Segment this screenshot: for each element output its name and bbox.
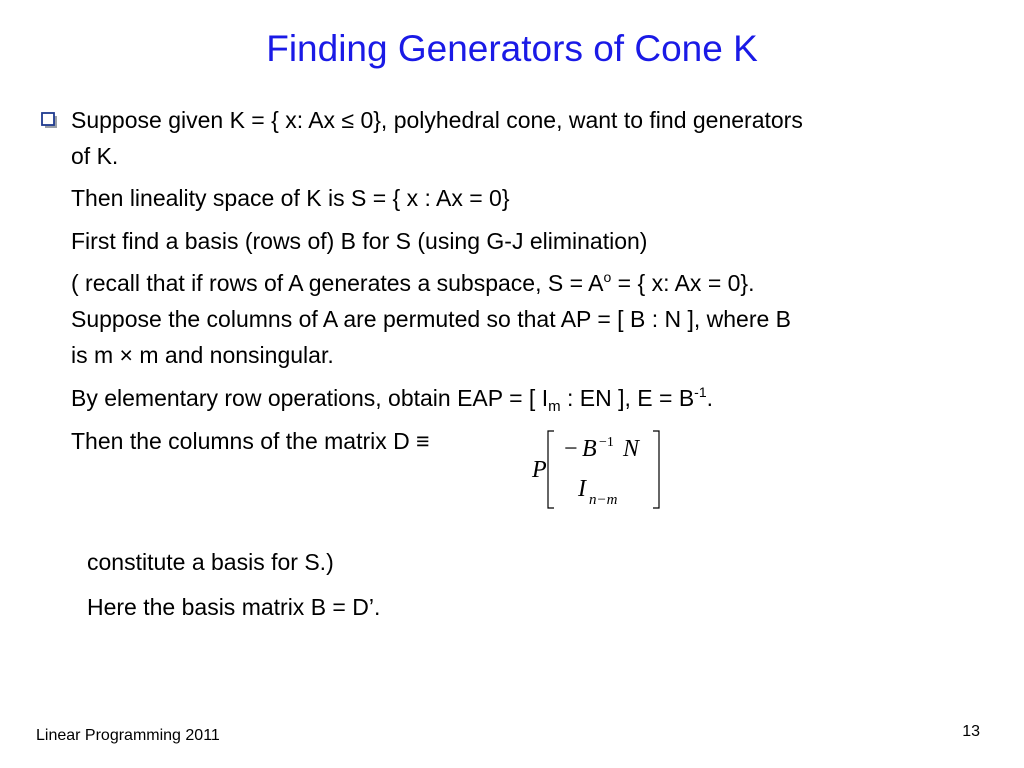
matrix-minus: − [564,436,578,462]
matrix-left-factor: P [532,457,547,483]
body-line-6: Then the columns of the matrix D ≡ [71,428,430,454]
body-line-1a: Suppose given K = { x: Ax ≤ 0}, polyhedral cone, want to find generators [71,107,803,133]
line-4a-superscript: o [603,269,612,285]
body-line-5 [71,384,714,415]
matrix-identity: I [578,476,586,502]
body-line-3: First find a basis (rows of) B for S (using G-J elimination) [71,228,648,254]
body-line-4a [71,269,755,297]
body-line-7: constitute a basis for S.) [87,549,334,575]
hollow-square-bullet-icon [40,110,60,130]
matrix-left-bracket [548,431,554,508]
body-line-4b: Suppose the columns of A are permuted so that AP = [ B : N ], where B [71,306,792,332]
line-4a-text-end: = { x: Ax = 0}. [611,270,755,296]
line-4a-text: ( recall that if rows of A generates a subspace, S = A [71,270,604,296]
matrix-right-bracket [653,431,659,508]
line-5-text-mid: : EN ], E = B [560,385,695,411]
footer-page-number: 13 [962,723,980,740]
matrix-d-formula [530,428,670,514]
matrix-identity-subscript: n−m [589,492,618,508]
line-5-superscript: -1 [694,384,707,400]
body-line-4c: is m × m and nonsingular. [71,342,334,368]
line-5-subscript: m [548,398,561,415]
body-line-2: Then lineality space of K is S = { x : Ax = 0} [71,185,510,211]
matrix-b: B [582,436,597,462]
slide-title: Finding Generators of Cone K [266,28,758,69]
line-5-text-end: . [706,385,714,411]
matrix-exponent: −1 [599,435,614,450]
body-line-8: Here the basis matrix B = D’. [87,594,381,620]
footer-course-name: Linear Programming 2011 [36,727,220,744]
line-5-text: By elementary row operations, obtain EAP = [ I [71,385,549,411]
body-line-1b: of K. [71,143,119,169]
matrix-n: N [623,436,640,462]
